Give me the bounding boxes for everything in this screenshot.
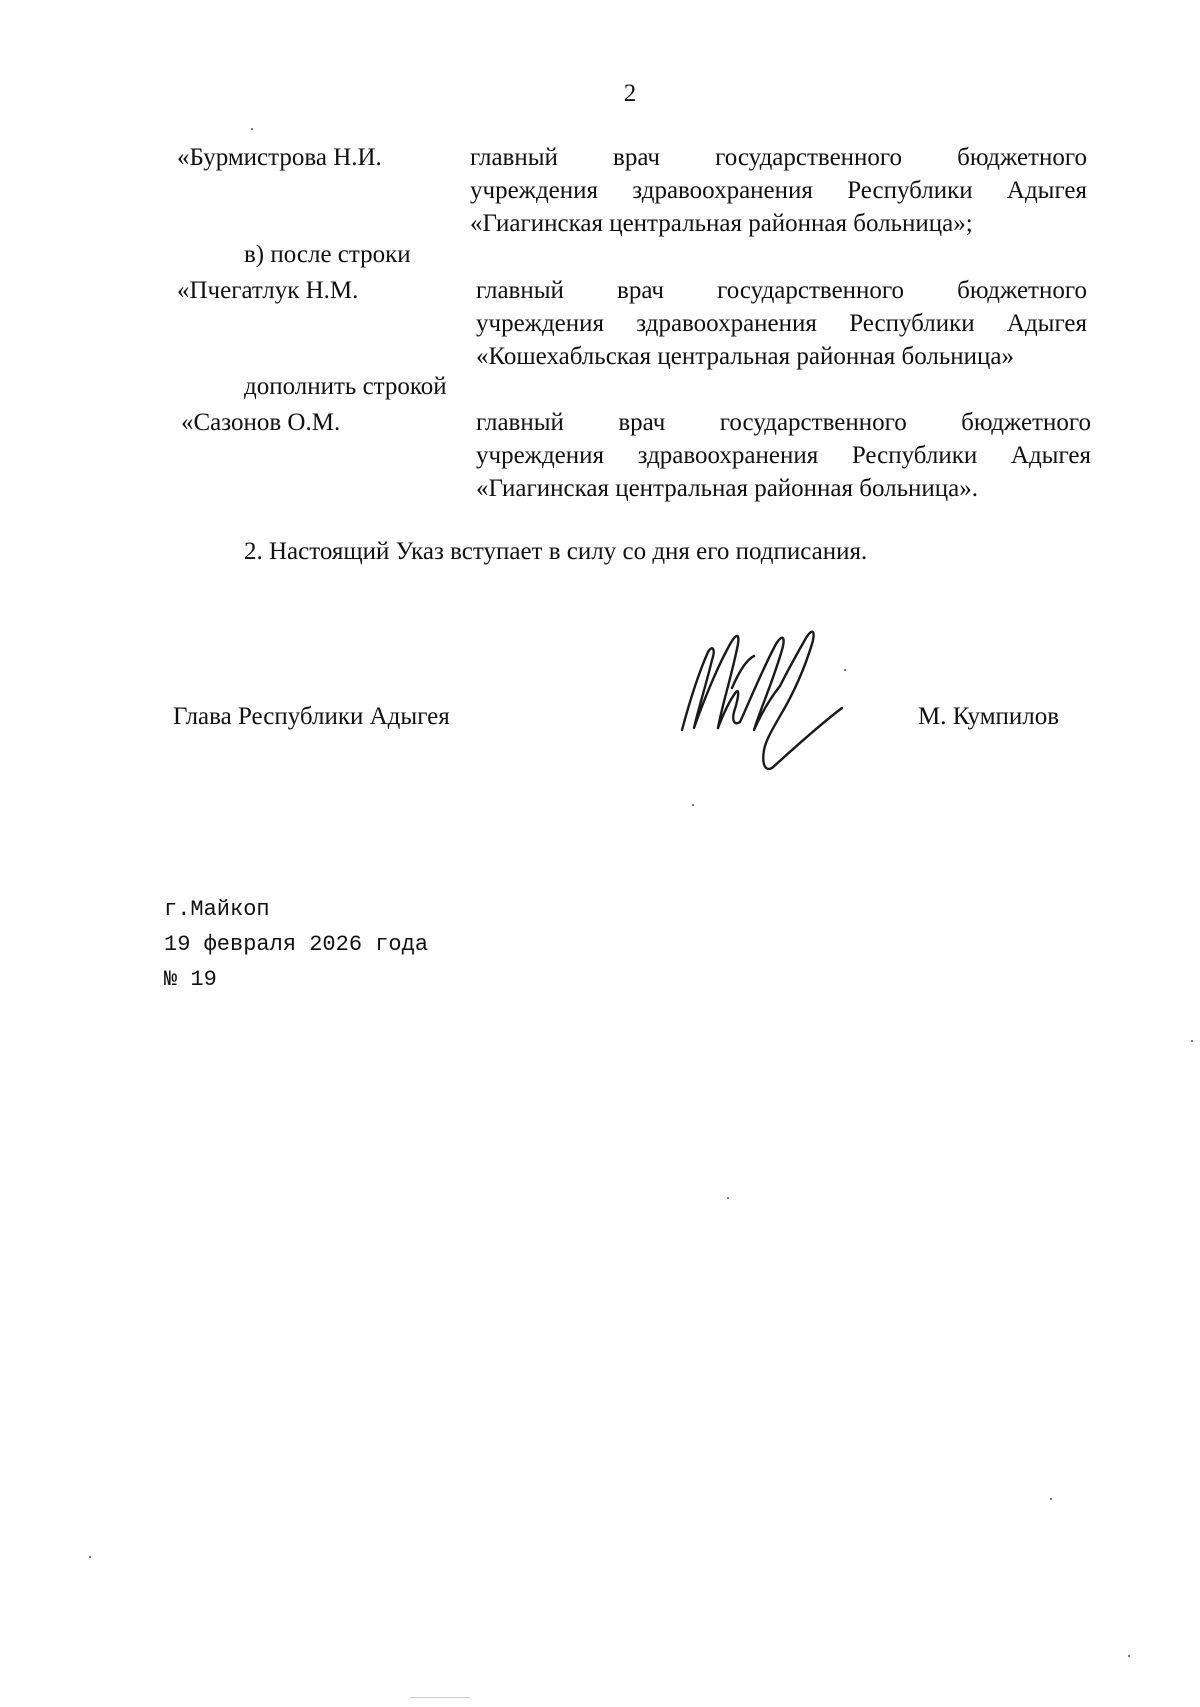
position-line: учреждения здравоохранения Республики Адыгея [476, 310, 1087, 337]
position-line: «Гиагинская центральная районная больница». [476, 475, 979, 502]
entry-name: «Пчегатлук Н.М. [177, 277, 359, 304]
issue-place: г.Майкоп [164, 897, 270, 922]
issue-info [164, 892, 428, 997]
list-entry [177, 274, 1087, 373]
issue-number: № 19 [164, 967, 217, 992]
scan-speck [1128, 1655, 1130, 1657]
scan-speck [844, 669, 846, 671]
handwritten-signature [672, 600, 852, 785]
position-line: «Гиагинская центральная районная больница»; [470, 210, 973, 237]
signatory-title: Глава Республики Адыгея [173, 703, 450, 730]
connector-after-line: в) после строки [244, 241, 411, 268]
scan-edge [410, 1697, 470, 1698]
scan-speck [727, 1197, 729, 1199]
entry-name: «Сазонов О.М. [181, 409, 341, 436]
scan-speck [1050, 1498, 1052, 1500]
scan-speck [692, 804, 694, 806]
page-number: 2 [623, 80, 637, 107]
position-line: главный врач государственного бюджетного [476, 277, 1087, 304]
position-line: учреждения здравоохранения Республики Адыгея [470, 177, 1087, 204]
scan-speck [1191, 1040, 1193, 1042]
issue-date: 19 февраля 2026 года [164, 932, 429, 957]
scan-speck [89, 1556, 91, 1558]
entry-position [470, 141, 1087, 240]
entry-position [476, 406, 1091, 505]
entry-name: «Бурмистрова Н.И. [177, 144, 382, 171]
position-line: учреждения здравоохранения Республики Адыгея [476, 442, 1091, 469]
list-entry [177, 141, 1087, 240]
position-line: главный врач государственного бюджетного [470, 144, 1087, 171]
position-line: главный врач государственного бюджетного [476, 409, 1091, 436]
scan-speck [251, 128, 253, 130]
entry-position [476, 274, 1087, 373]
list-entry [181, 406, 1091, 505]
connector-add-line: дополнить строкой [244, 373, 447, 400]
position-line: «Кошехабльская центральная районная больница» [476, 343, 1014, 370]
paragraph-2: 2. Настоящий Указ вступает в силу со дня его подписания. [244, 538, 868, 565]
signatory-name: М. Кумпилов [918, 703, 1060, 730]
